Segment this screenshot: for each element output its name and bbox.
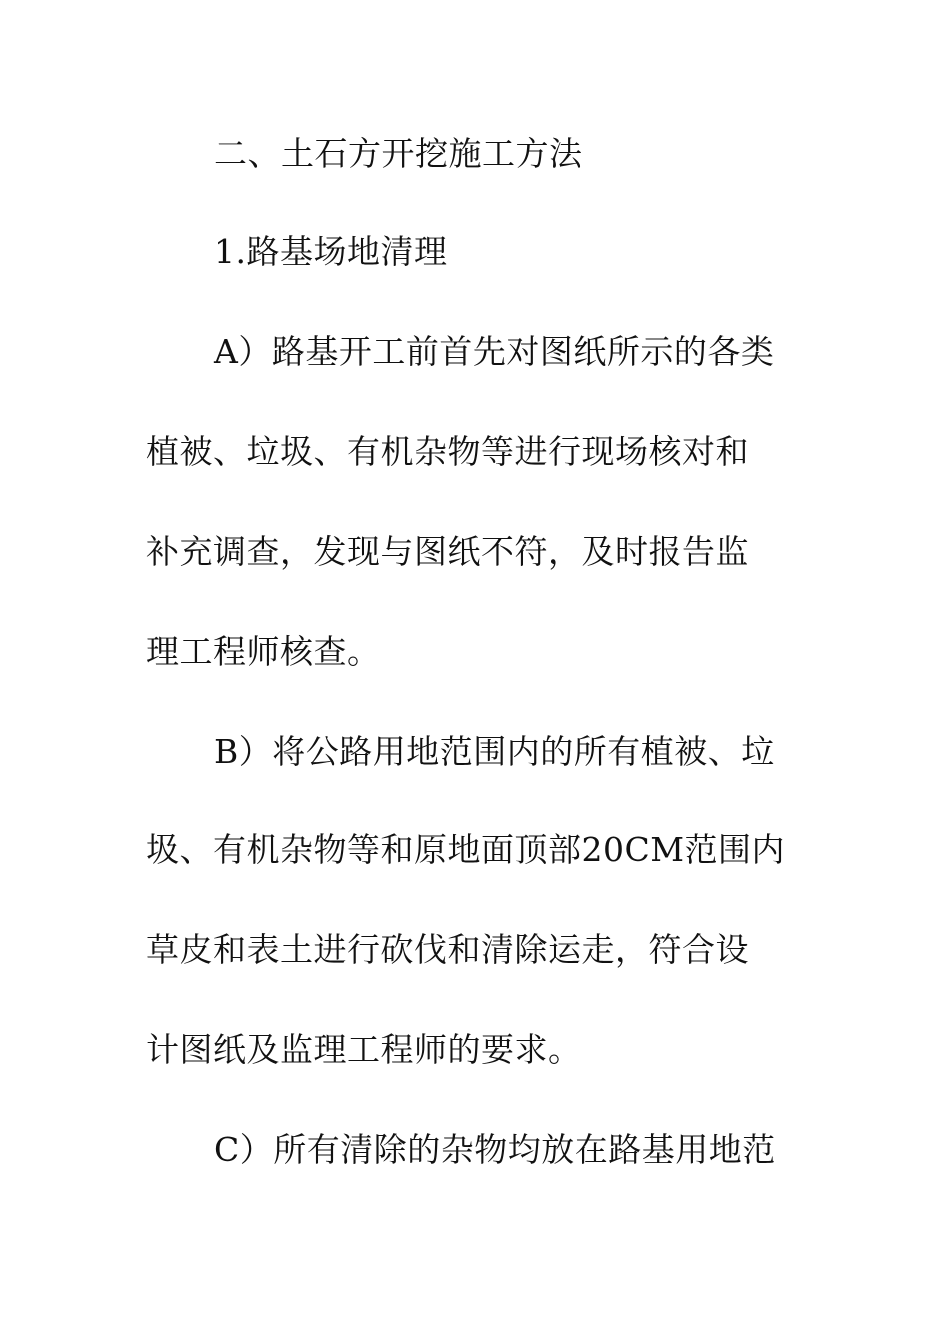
- paragraph-line: 理工程师核查。: [146, 632, 381, 671]
- subsection-heading: 1.路基场地清理: [214, 232, 448, 271]
- paragraph-line: 计图纸及监理工程师的要求。: [146, 1030, 582, 1069]
- paragraph-line: A）路基开工前首先对图纸所示的各类: [214, 332, 775, 371]
- paragraph-line: B）将公路用地范围内的所有植被、垃: [214, 732, 775, 771]
- section-heading: 二、土石方开挖施工方法: [214, 134, 583, 173]
- paragraph-line: C）所有清除的杂物均放在路基用地范: [214, 1130, 776, 1169]
- paragraph-line: 草皮和表土进行砍伐和清除运走，符合设: [146, 930, 749, 969]
- paragraph-line: 植被、垃圾、有机杂物等进行现场核对和: [146, 432, 749, 471]
- paragraph-line: 圾、有机杂物等和原地面顶部20CM范围内: [146, 830, 786, 869]
- paragraph-line: 补充调查，发现与图纸不符，及时报告监: [146, 532, 749, 571]
